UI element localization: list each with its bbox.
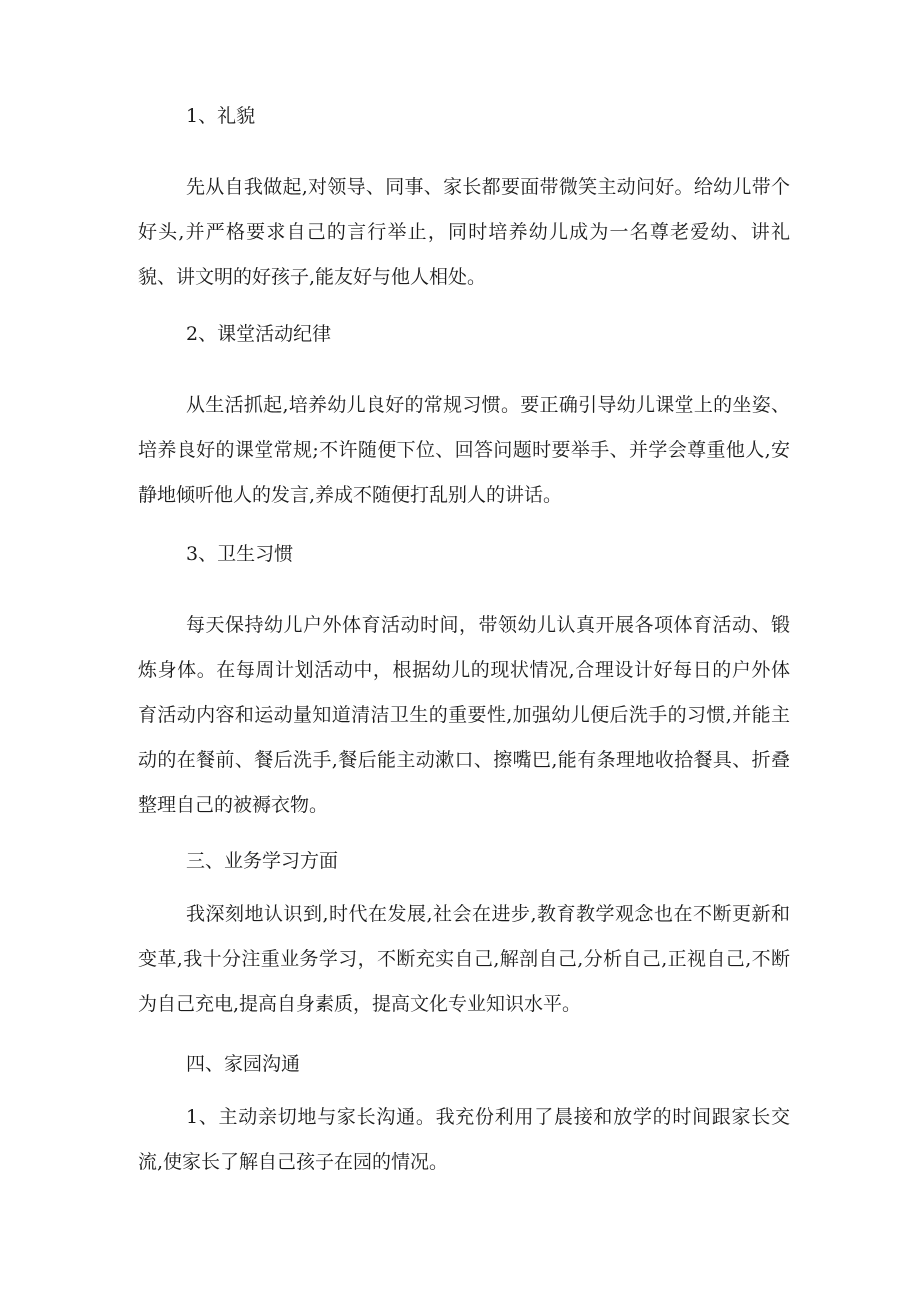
section-body-courtesy: 先从自我做起,对领导、同事、家长都要面带微笑主动问好。给幼儿带个好头,并严格要求自己的言行举止，同时培养幼儿成为一名尊老爱幼、讲礼貌、讲文明的好孩子,能友好与他人相处。 bbox=[138, 176, 790, 288]
section-body-professional-study: 我深刻地认识到,时代在发展,社会在进步,教育教学观念也在不断更新和变革,我十分注重业务学习，不断充实自己,解剖自己,分析自己,正视自己,不断为自己充电,提高自身素质，提高文化专业知识水平。 bbox=[138, 903, 790, 1015]
section-body-classroom-discipline: 从生活抓起,培养幼儿良好的常规习惯。要正确引导幼儿课堂上的坐姿、培养良好的课堂常规;不许随便下位、回答问题时要举手、并学会尊重他人,安静地倾听他人的发言,养成不随便打乱别人的讲话。 bbox=[138, 394, 790, 506]
section-heading-professional-study: 三、业务学习方面 bbox=[186, 850, 339, 872]
section-heading-classroom-discipline: 2、课堂活动纪律 bbox=[186, 323, 332, 345]
section-body-hygiene-habits: 每天保持幼儿户外体育活动时间，带领幼儿认真开展各项体育活动、锻炼身体。在每周计划活动中，根据幼儿的现状情况,合理设计好每日的户外体育活动内容和运动量知道清洁卫生的重要性,加强幼儿便后洗手的习惯,并能主动的在餐前、餐后洗手,餐后能主动漱口、擦嘴巴,能有条理地收拾餐具、折叠整理自己的被褥衣物。 bbox=[138, 614, 790, 816]
section-heading-hygiene-habits: 3、卫生习惯 bbox=[186, 543, 294, 565]
section-heading-courtesy: 1、礼貌 bbox=[186, 105, 256, 127]
section-body-home-school-communication: 1、主动亲切地与家长沟通。我充份利用了晨接和放学的时间跟家长交流,使家长了解自己孩子在园的情况。 bbox=[138, 1106, 790, 1173]
section-heading-home-school-communication: 四、家园沟通 bbox=[186, 1053, 301, 1075]
